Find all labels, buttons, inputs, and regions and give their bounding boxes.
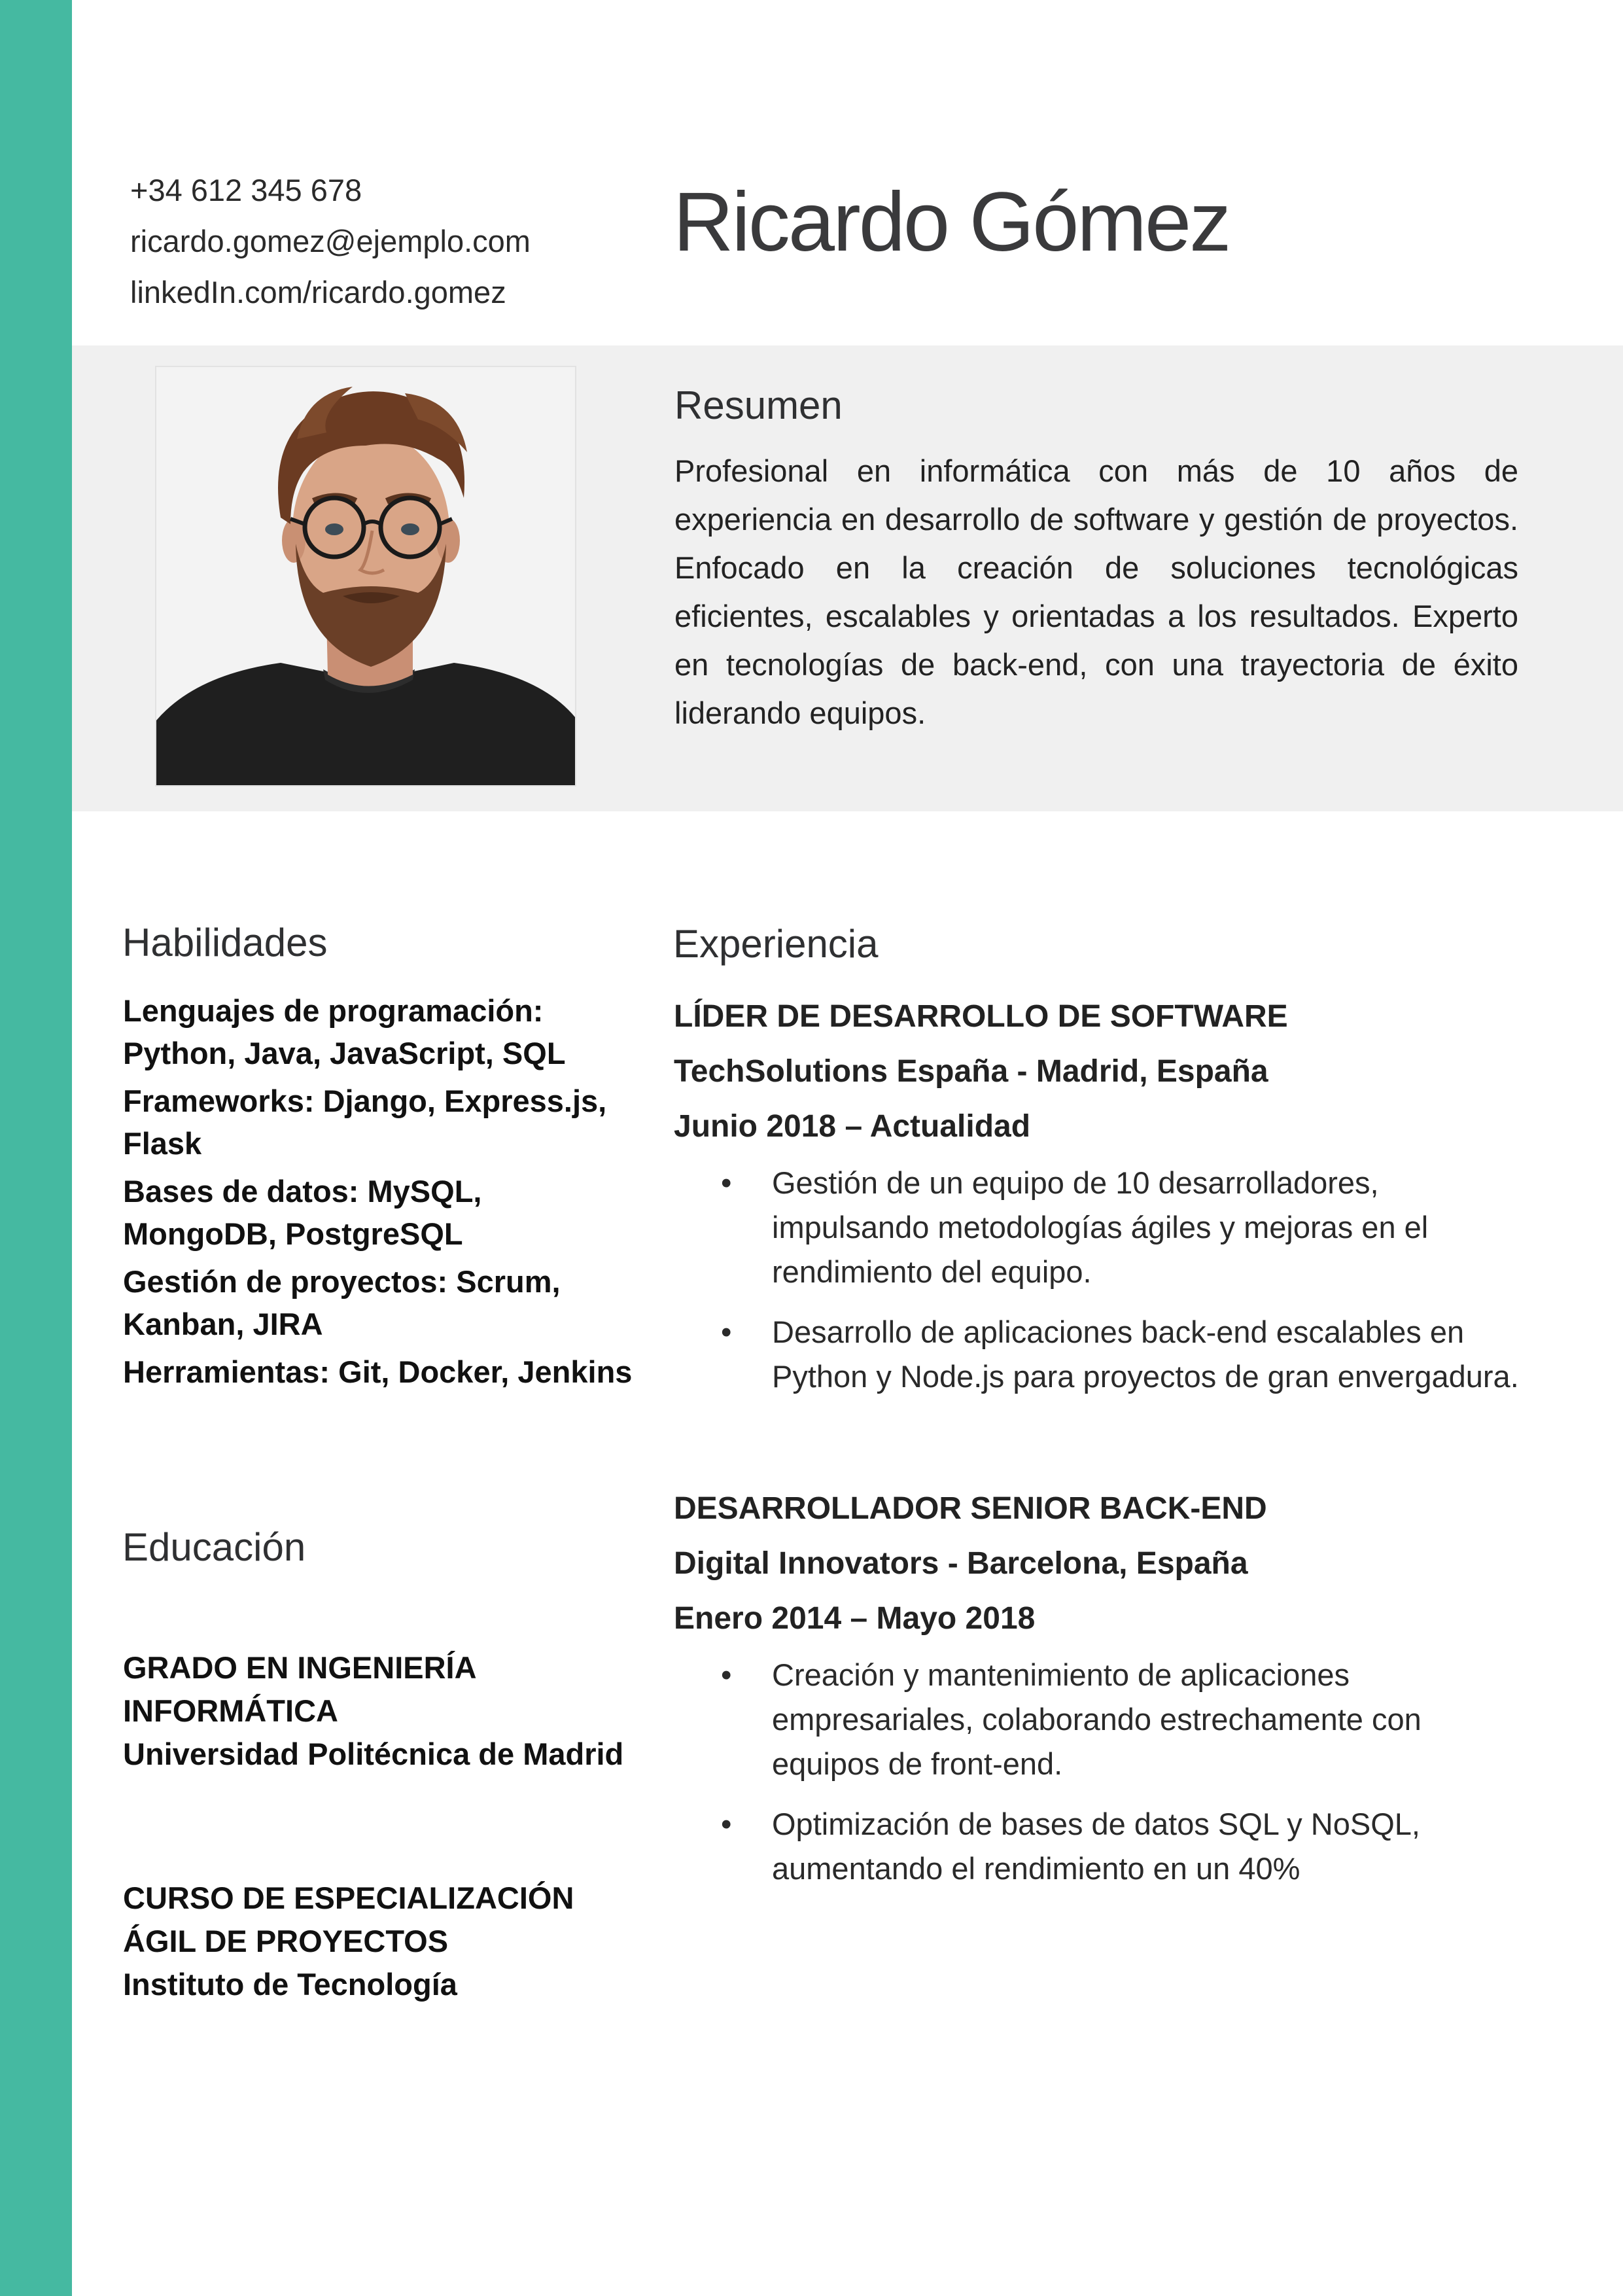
contact-email[interactable]: ricardo.gomez@ejemplo.com [130,224,531,258]
education-school: Instituto de Tecnología [123,1967,457,2002]
education-degree: GRADO EN INGENIERÍA INFORMÁTICA [123,1650,476,1728]
experience-entry [674,1481,1524,1907]
job-bullet [674,1802,1524,1891]
contact-info [130,165,627,318]
portrait-illustration [156,367,576,786]
job-bullet [674,1653,1524,1786]
job-company: Digital Innovators - Barcelona, España [674,1546,1248,1581]
job-bullet [674,1310,1524,1399]
job-dates: Junio 2018 – Actualidad [674,1109,1031,1144]
job-role: DESARROLLADOR SENIOR BACK-END [674,1491,1267,1526]
skill-item: Bases de datos: MySQL, MongoDB, PostgreSQL [123,1174,482,1251]
skills-list [123,989,640,1398]
job-bullet [674,1161,1524,1294]
education-entry [123,1877,640,2006]
job-bullets [674,1161,1524,1399]
skill-item: Frameworks: Django, Express.js, Flask [123,1084,607,1161]
job-dates: Enero 2014 – Mayo 2018 [674,1601,1036,1636]
job-role: LÍDER DE DESARROLLO DE SOFTWARE [674,999,1288,1034]
education-degree: CURSO DE ESPECIALIZACIÓN ÁGIL DE PROYECTOS [123,1881,574,1958]
summary-heading: Resumen [674,383,843,427]
experience-entry [674,989,1524,1415]
skill-item: Gestión de proyectos: Scrum, Kanban, JIRA [123,1264,561,1341]
profile-photo [155,366,576,786]
job-company: TechSolutions España - Madrid, España [674,1054,1268,1089]
skill-item: Herramientas: Git, Docker, Jenkins [123,1354,633,1389]
contact-phone: +34 612 345 678 [130,173,362,207]
contact-linkedin[interactable]: linkedIn.com/ricardo.gomez [130,275,506,309]
job-bullet-text: Desarrollo de aplicaciones back-end escalables en Python y Node.js para proyectos de gran envergadura. [772,1315,1519,1394]
job-bullet-text: Optimización de bases de datos SQL y NoSQL, aumentando el rendimiento en un 40% [772,1807,1420,1886]
accent-stripe [0,0,72,2296]
job-bullets [674,1653,1524,1891]
education-heading: Educación [122,1525,306,1569]
skill-item: Lenguajes de programación: Python, Java, JavaScript, SQL [123,993,566,1070]
education-school: Universidad Politécnica de Madrid [123,1737,624,1771]
bullet-icon: • [721,1807,732,1841]
experience-heading: Experiencia [673,922,879,966]
candidate-name: Ricardo Gómez [673,175,1230,269]
bullet-icon: • [721,1165,732,1200]
job-bullet-text: Gestión de un equipo de 10 desarrolladores, impulsando metodologías ágiles y mejoras en el rendimiento del equipo. [772,1165,1429,1289]
bullet-icon: • [721,1315,732,1349]
job-bullet-text: Creación y mantenimiento de aplicaciones empresariales, colaborando estrechamente con equipos de front-end. [772,1657,1422,1781]
education-entry [123,1646,640,1776]
bullet-icon: • [721,1657,732,1692]
summary-text: Profesional en informática con más de 10 años de experiencia en desarrollo de software y gestión de proyectos. Enfocado en la creación de soluciones tecnológicas eficientes, escalables y orientadas a los resultados. Experto en tecnologías de back-end, con una trayectoria de éxito liderando equipos. [674,453,1518,730]
skills-heading: Habilidades [122,921,328,964]
